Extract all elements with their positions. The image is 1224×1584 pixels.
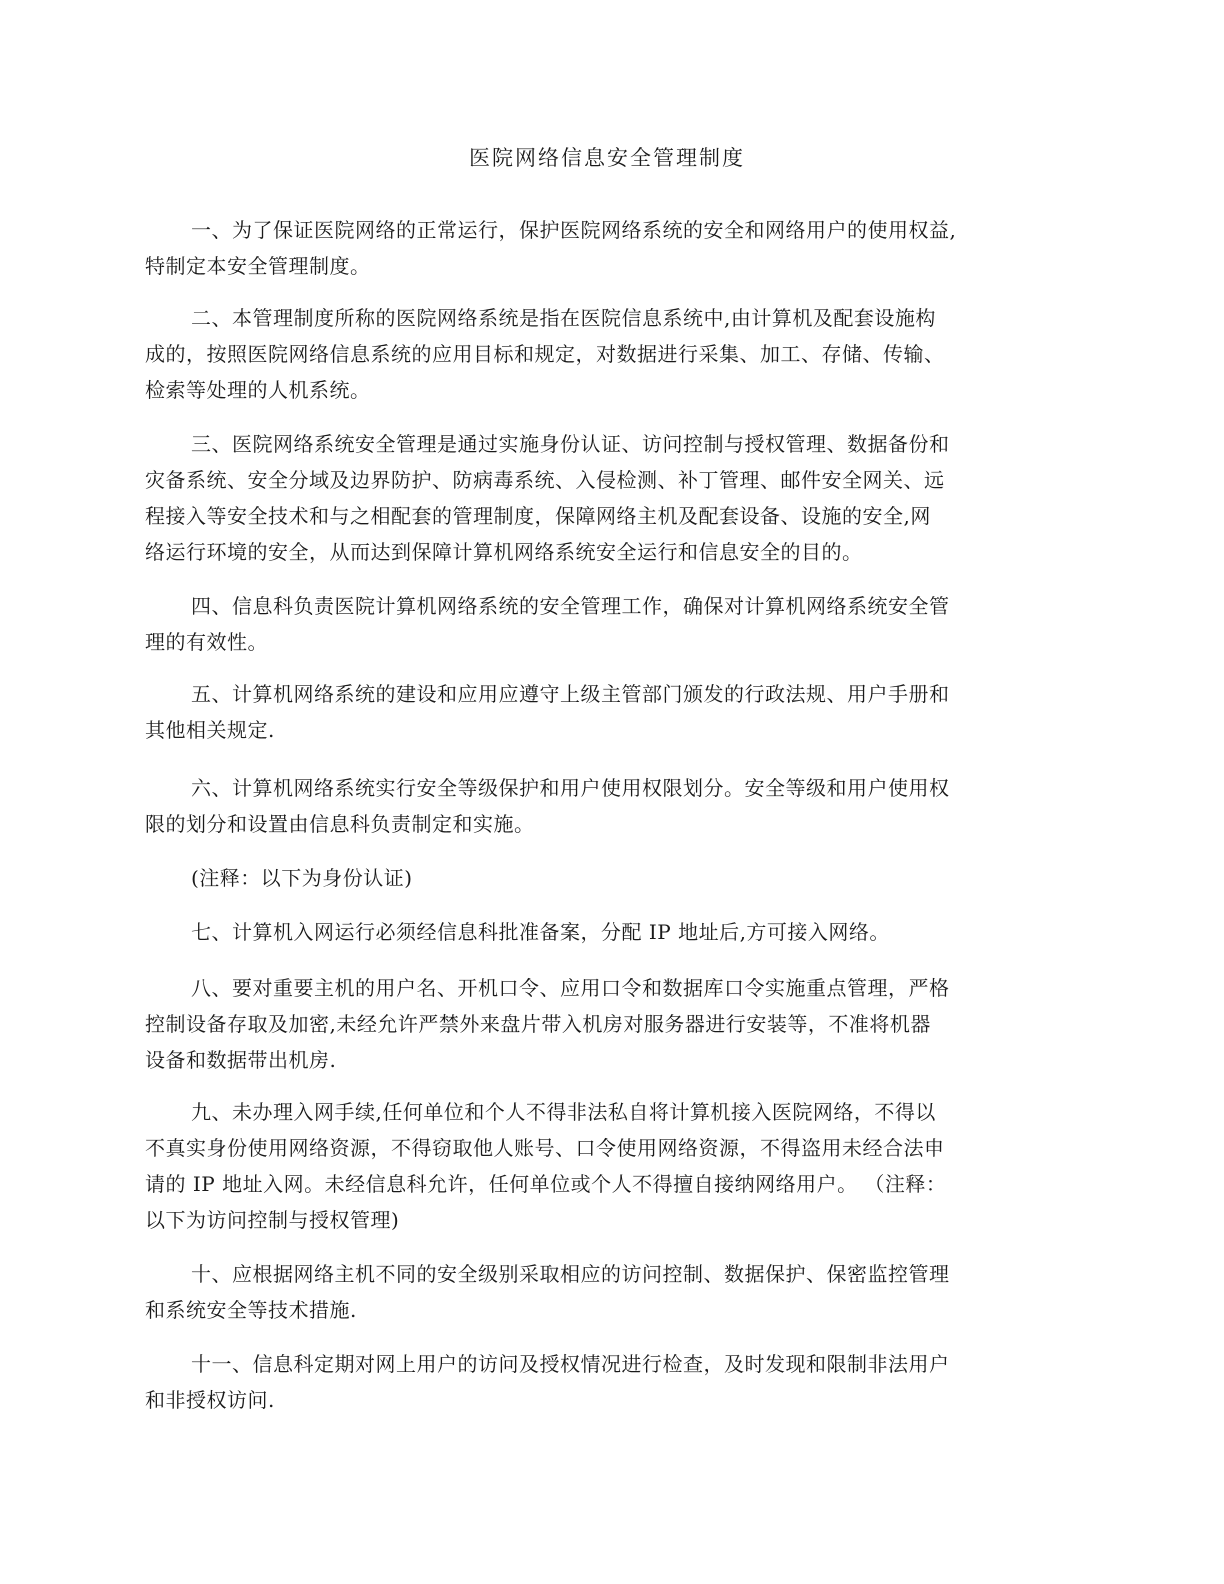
paragraph-line: 一、为了保证医院网络的正常运行，保护医院网络系统的安全和网络用户的使用权益, <box>191 218 957 242</box>
paragraph-line: 二、本管理制度所称的医院网络系统是指在医院信息系统中,由计算机及配套设施构 <box>191 306 936 330</box>
paragraph-1 <box>145 212 956 284</box>
paragraph-line: 和非授权访问. <box>145 1388 275 1412</box>
paragraph-4 <box>145 588 950 660</box>
paragraph-line: 请的 IP 地址入网。未经信息科允许，任何单位或个人不得擅自接纳网络用户。 （注释： <box>145 1172 947 1196</box>
paragraph-line: 络运行环境的安全，从而达到保障计算机网络系统安全运行和信息安全的目的。 <box>145 540 863 564</box>
paragraph-line: 其他相关规定. <box>145 718 275 742</box>
paragraph-line: 七、计算机入网运行必须经信息科批准备案，分配 IP 地址后,方可接入网络。 <box>191 920 890 944</box>
paragraph-line: 成的，按照医院网络信息系统的应用目标和规定，对数据进行采集、加工、存储、传输、 <box>145 342 945 366</box>
paragraph-3 <box>145 426 950 570</box>
paragraph-2 <box>145 300 945 408</box>
document-title: 医院网络信息安全管理制度 <box>469 146 745 170</box>
paragraph-line: 十一、信息科定期对网上用户的访问及授权情况进行检查，及时发现和限制非法用户 <box>191 1352 950 1376</box>
paragraph-line: 和系统安全等技术措施. <box>145 1298 357 1322</box>
paragraph-line: 理的有效性。 <box>145 630 268 654</box>
paragraph-11 <box>145 1346 950 1418</box>
paragraph-line: 十、应根据网络主机不同的安全级别采取相应的访问控制、数据保护、保密监控管理 <box>191 1262 950 1286</box>
paragraph-line: 五、计算机网络系统的建设和应用应遵守上级主管部门颁发的行政法规、用户手册和 <box>191 682 950 706</box>
paragraph-line: 灾备系统、安全分域及边界防护、防病毒系统、入侵检测、补丁管理、邮件安全网关、远 <box>145 468 945 492</box>
paragraph-line: 八、要对重要主机的用户名、开机口令、应用口令和数据库口令实施重点管理，严格 <box>191 976 950 1000</box>
paragraph-line: 特制定本安全管理制度。 <box>145 254 371 278</box>
paragraph-annotation-identity <box>145 860 413 896</box>
paragraph-line: 三、医院网络系统安全管理是通过实施身份认证、访问控制与授权管理、数据备份和 <box>191 432 950 456</box>
paragraph-line: 不真实身份使用网络资源，不得窃取他人账号、口令使用网络资源，不得盗用未经合法申 <box>145 1136 945 1160</box>
paragraph-5 <box>145 676 950 748</box>
paragraph-line: 程接入等安全技术和与之相配套的管理制度，保障网络主机及配套设备、设施的安全,网 <box>145 504 931 528</box>
paragraph-line: 九、未办理入网手续,任何单位和个人不得非法私自将计算机接入医院网络，不得以 <box>191 1100 936 1124</box>
paragraph-10 <box>145 1256 950 1328</box>
paragraph-8 <box>145 970 950 1078</box>
paragraph-line: 限的划分和设置由信息科负责制定和实施。 <box>145 812 535 836</box>
paragraph-line: 设备和数据带出机房. <box>145 1048 337 1072</box>
paragraph-line: 控制设备存取及加密,未经允许严禁外来盘片带入机房对服务器进行安装等，不准将机器 <box>145 1012 931 1036</box>
paragraph-line: 四、信息科负责医院计算机网络系统的安全管理工作，确保对计算机网络系统安全管 <box>191 594 950 618</box>
paragraph-line: 以下为访问控制与授权管理) <box>145 1208 400 1232</box>
paragraph-6 <box>145 770 950 842</box>
paragraph-line: (注释：以下为身份认证) <box>191 866 413 890</box>
paragraph-line: 六、计算机网络系统实行安全等级保护和用户使用权限划分。安全等级和用户使用权 <box>191 776 950 800</box>
paragraph-7 <box>145 914 890 950</box>
paragraph-9 <box>145 1094 946 1238</box>
paragraph-line: 检索等处理的人机系统。 <box>145 378 371 402</box>
